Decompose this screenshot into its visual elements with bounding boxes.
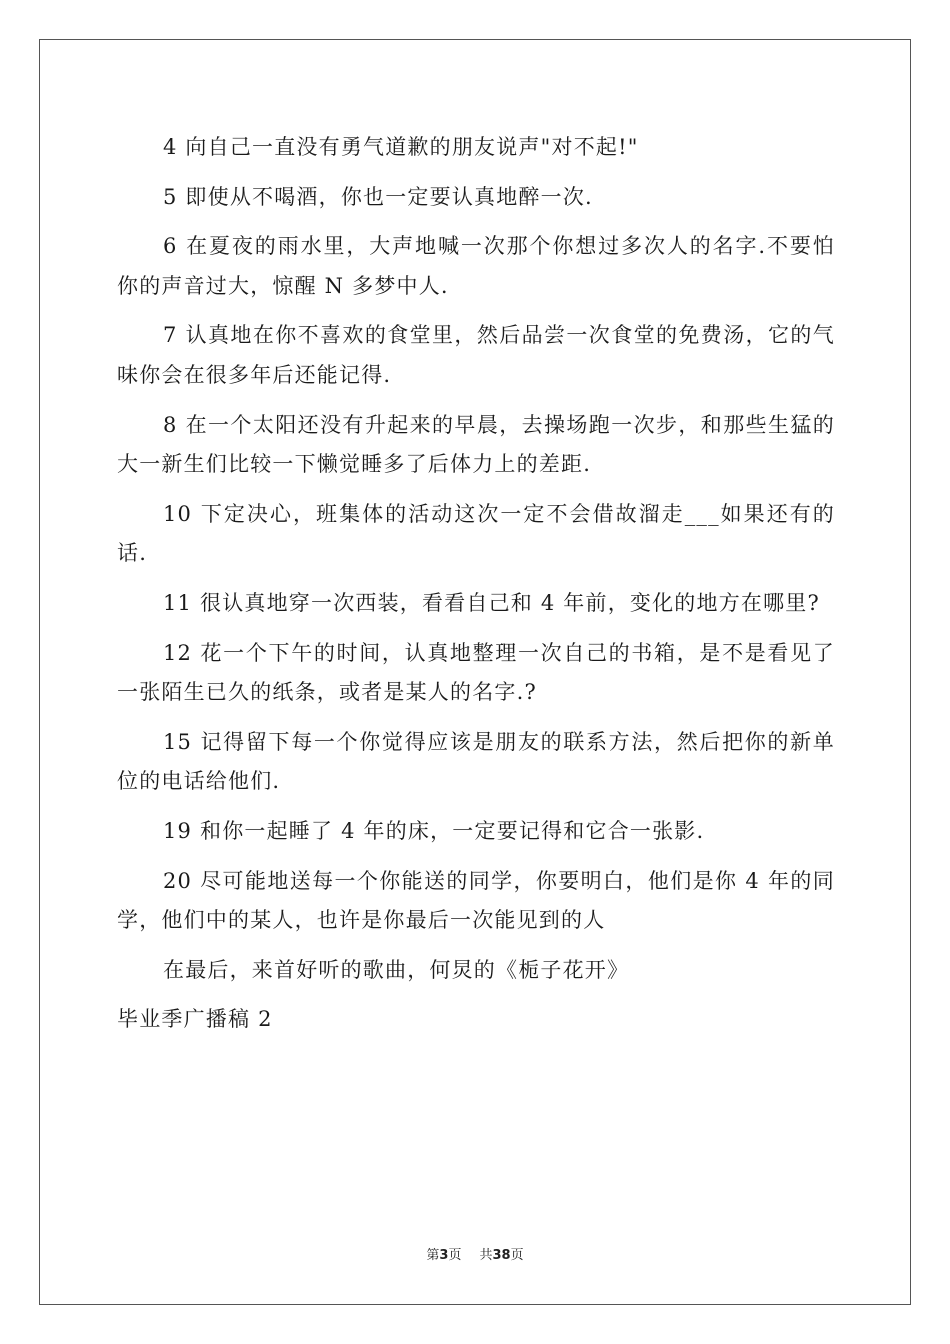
section-heading: 毕业季广播稿 2 bbox=[117, 1007, 273, 1032]
total-pages-prefix: 共 bbox=[479, 1248, 493, 1263]
paragraph: 8 在一个太阳还没有升起来的早晨，去操场跑一次步，和那些生猛的大一新生们比较一下懒觉睡多了后体力上的差距. bbox=[117, 412, 835, 477]
page-number-prefix: 第 bbox=[426, 1248, 440, 1263]
current-page-number: 3 bbox=[439, 1248, 449, 1263]
paragraph: 12 花一个下午的时间，认真地整理一次自己的书箱，是不是看见了一张陌生已久的纸条，或者是某人的名字.? bbox=[117, 640, 835, 705]
document-body bbox=[117, 128, 835, 1040]
paragraph: 19 和你一起睡了 4 年的床，一定要记得和它合一张影. bbox=[163, 818, 705, 843]
total-page-count: 38 bbox=[492, 1248, 511, 1263]
paragraph: 在最后，来首好听的歌曲，何炅的《栀子花开》 bbox=[163, 957, 630, 982]
paragraph: 11 很认真地穿一次西装，看看自己和 4 年前，变化的地方在哪里? bbox=[163, 590, 820, 615]
page-footer bbox=[0, 1244, 950, 1263]
paragraph: 5 即使从不喝酒，你也一定要认真地醉一次. bbox=[163, 184, 593, 209]
page-number-suffix: 页 bbox=[448, 1248, 462, 1263]
paragraph: 7 认真地在你不喜欢的食堂里，然后品尝一次食堂的免费汤，它的气味你会在很多年后还能记得. bbox=[117, 323, 835, 387]
total-pages-suffix: 页 bbox=[510, 1248, 524, 1263]
paragraph: 15 记得留下每一个你觉得应该是朋友的联系方法，然后把你的新单位的电话给他们. bbox=[117, 729, 835, 794]
paragraph: 10 下定决心，班集体的活动这次一定不会借故溜走___如果还有的话. bbox=[117, 501, 835, 566]
paragraph: 20 尽可能地送每一个你能送的同学，你要明白，他们是你 4 年的同学，他们中的某人，也许是你最后一次能见到的人 bbox=[117, 868, 835, 933]
paragraph: 6 在夏夜的雨水里，大声地喊一次那个你想过多次人的名字.不要怕你的声音过大，惊醒 N 多梦中人. bbox=[117, 234, 835, 298]
paragraph: 4 向自己一直没有勇气道歉的朋友说声"对不起!" bbox=[163, 135, 639, 159]
